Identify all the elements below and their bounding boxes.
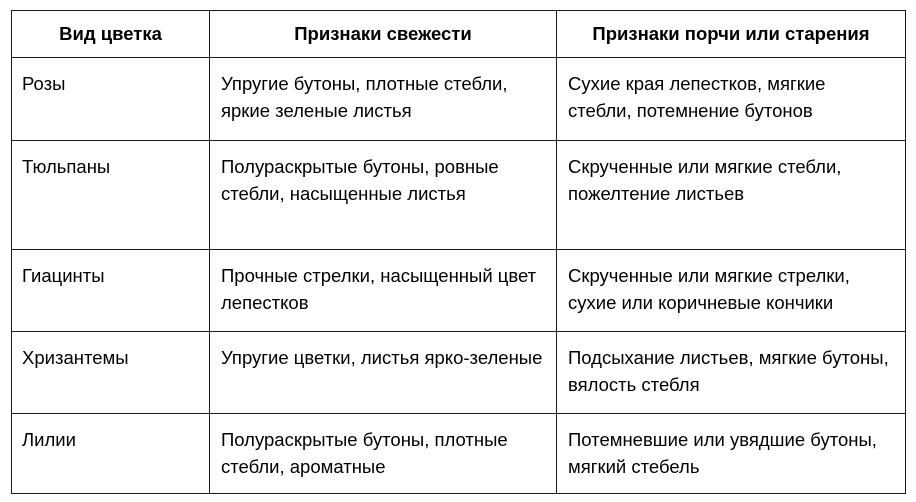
header-freshness-signs: Признаки свежести [210,11,557,58]
table-row [12,332,906,414]
cell-freshness: Прочные стрелки, насыщенный цвет лепестков [210,250,557,332]
cell-freshness: Упругие цветки, листья ярко-зеленые [210,332,557,414]
header-flower-type: Вид цветка [12,11,210,58]
cell-spoilage: Сухие края лепестков, мягкие стебли, потемнение бутонов [557,58,906,141]
table-row [12,250,906,332]
cell-freshness: Полураскрытые бутоны, ровные стебли, насыщенные листья [210,141,557,250]
cell-spoilage: Подсыхание листьев, мягкие бутоны, вялость стебля [557,332,906,414]
table-row [12,58,906,141]
cell-freshness: Упругие бутоны, плотные стебли, яркие зеленые листья [210,58,557,141]
cell-flower-name: Розы [12,58,210,141]
flower-freshness-table [11,10,906,494]
table-container [11,10,906,494]
cell-spoilage: Потемневшие или увядшие бутоны, мягкий стебель [557,414,906,494]
cell-flower-name: Гиацинты [12,250,210,332]
cell-flower-name: Хризантемы [12,332,210,414]
cell-flower-name: Лилии [12,414,210,494]
table-row [12,414,906,494]
table-header-row [12,11,906,58]
cell-freshness: Полураскрытые бутоны, плотные стебли, ароматные [210,414,557,494]
header-spoilage-signs: Признаки порчи или старения [557,11,906,58]
table-row [12,141,906,250]
cell-spoilage: Скрученные или мягкие стебли, пожелтение листьев [557,141,906,250]
cell-spoilage: Скрученные или мягкие стрелки, сухие или коричневые кончики [557,250,906,332]
cell-flower-name: Тюльпаны [12,141,210,250]
